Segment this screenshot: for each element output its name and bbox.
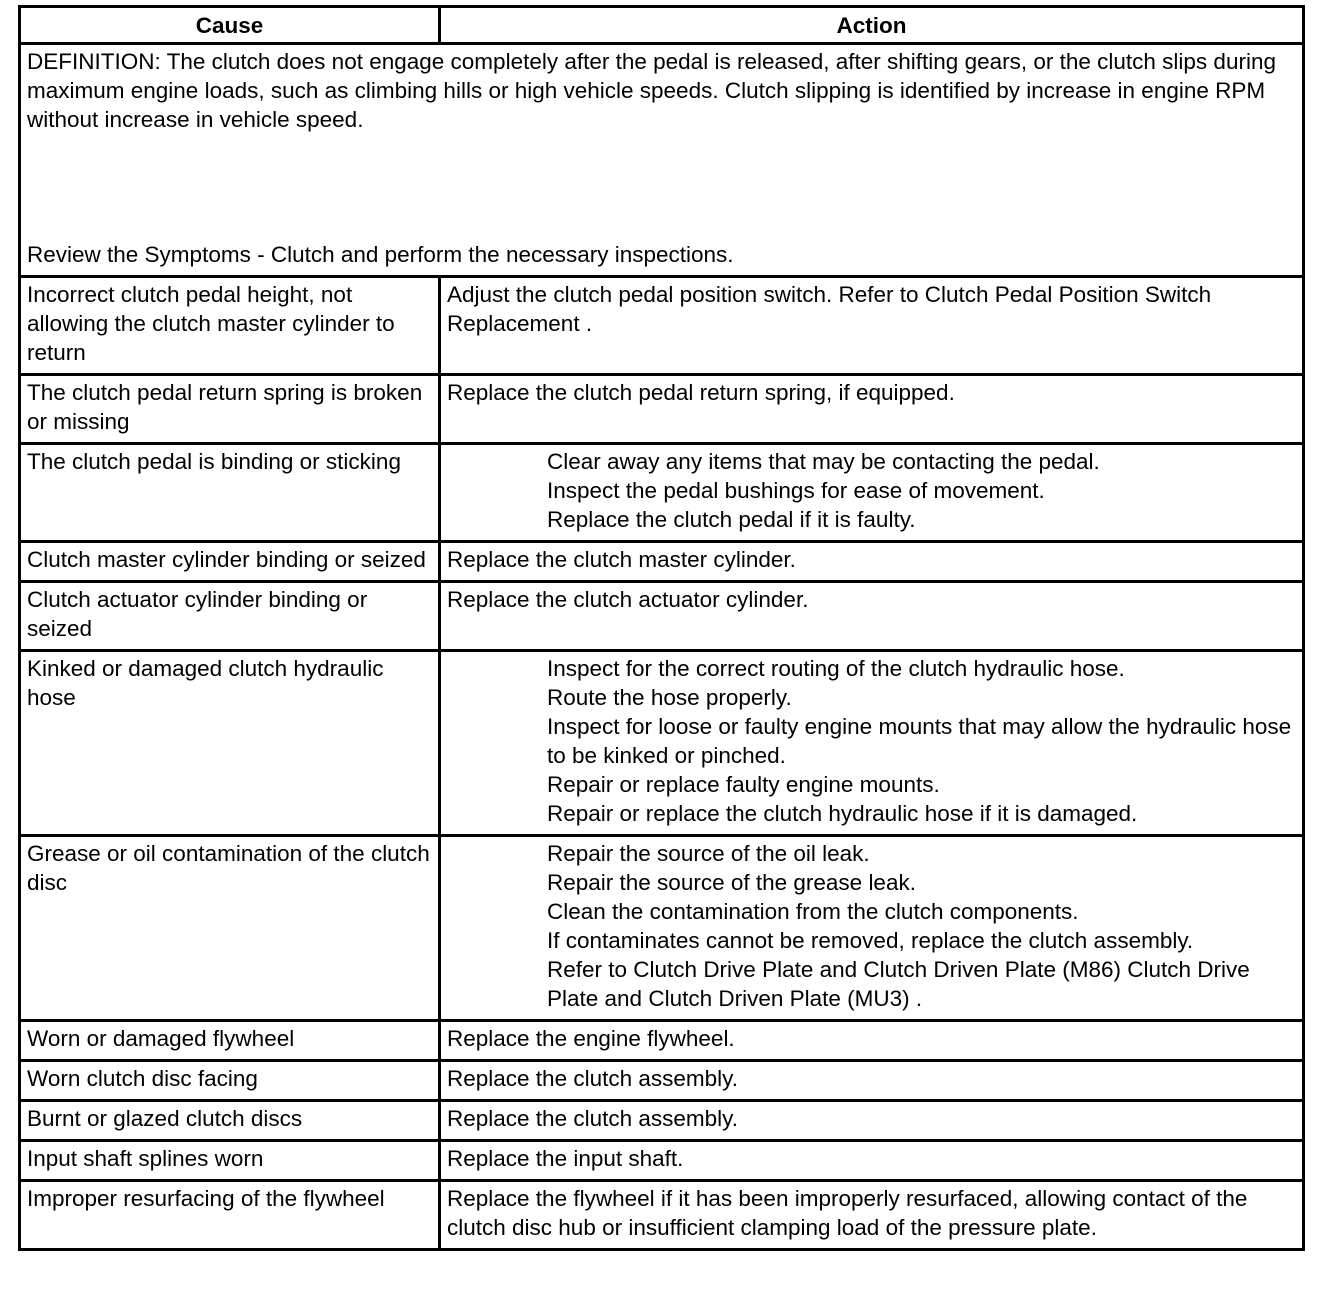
- action-step: Clean the contamination from the clutch components.: [547, 899, 1079, 924]
- diagnostic-table: [18, 5, 1305, 1251]
- action-header: Action: [440, 7, 1304, 44]
- table-row: [20, 542, 1304, 582]
- cause-cell: Improper resurfacing of the flywheel: [20, 1181, 440, 1250]
- action-steps: [447, 839, 1296, 1013]
- table-row: [20, 651, 1304, 836]
- table-row: [20, 1141, 1304, 1181]
- header-row: [20, 7, 1304, 44]
- table-row: [20, 375, 1304, 444]
- cause-cell: Kinked or damaged clutch hydraulic hose: [20, 651, 440, 836]
- cause-cell: The clutch pedal return spring is broken or missing: [20, 375, 440, 444]
- cause-cell: Input shaft splines worn: [20, 1141, 440, 1181]
- table-row: [20, 1101, 1304, 1141]
- action-cell: Replace the flywheel if it has been improperly resurfaced, allowing contact of the clutch disc hub or insufficient clamping load of the pressure plate.: [440, 1181, 1304, 1250]
- cause-header: Cause: [20, 7, 440, 44]
- action-cell: [440, 651, 1304, 836]
- table-row: [20, 1061, 1304, 1101]
- action-cell: [440, 444, 1304, 542]
- action-step: Route the hose properly.: [547, 685, 792, 710]
- action-steps: [447, 654, 1296, 828]
- action-cell: Replace the clutch assembly.: [440, 1101, 1304, 1141]
- table-row: [20, 1181, 1304, 1250]
- table-row: [20, 277, 1304, 375]
- action-step: If contaminates cannot be removed, replace the clutch assembly.: [547, 928, 1194, 953]
- action-cell: Replace the clutch pedal return spring, if equipped.: [440, 375, 1304, 444]
- action-step: Replace the clutch pedal if it is faulty.: [547, 507, 916, 532]
- action-cell: Replace the clutch master cylinder.: [440, 542, 1304, 582]
- cause-cell: Worn clutch disc facing: [20, 1061, 440, 1101]
- action-cell: [440, 836, 1304, 1021]
- action-step: Inspect the pedal bushings for ease of movement.: [547, 478, 1045, 503]
- cause-cell: Burnt or glazed clutch discs: [20, 1101, 440, 1141]
- action-cell: Adjust the clutch pedal position switch. Refer to Clutch Pedal Position Switch Replacement .: [440, 277, 1304, 375]
- cause-cell: Worn or damaged flywheel: [20, 1021, 440, 1061]
- cause-cell: Incorrect clutch pedal height, not allowing the clutch master cylinder to return: [20, 277, 440, 375]
- cause-cell: Grease or oil contamination of the clutch disc: [20, 836, 440, 1021]
- cause-cell: The clutch pedal is binding or sticking: [20, 444, 440, 542]
- cause-cell: Clutch master cylinder binding or seized: [20, 542, 440, 582]
- action-step: Repair or replace the clutch hydraulic hose if it is damaged.: [547, 801, 1138, 826]
- action-step: Repair the source of the grease leak.: [547, 870, 916, 895]
- action-steps: [447, 447, 1296, 534]
- action-step: Inspect for the correct routing of the clutch hydraulic hose.: [547, 656, 1125, 681]
- table-row: [20, 582, 1304, 651]
- table-row: [20, 836, 1304, 1021]
- action-step: Refer to Clutch Drive Plate and Clutch Driven Plate (M86) Clutch Drive Plate and Clutch Driven Plate (MU3) .: [547, 957, 1250, 1011]
- action-cell: Replace the engine flywheel.: [440, 1021, 1304, 1061]
- definition-cell: [20, 44, 1304, 277]
- table-row: [20, 444, 1304, 542]
- action-step: Inspect for loose or faulty engine mounts that may allow the hydraulic hose to be kinked or pinched.: [547, 714, 1292, 768]
- action-cell: Replace the clutch assembly.: [440, 1061, 1304, 1101]
- cause-cell: Clutch actuator cylinder binding or seized: [20, 582, 440, 651]
- action-cell: Replace the clutch actuator cylinder.: [440, 582, 1304, 651]
- action-step: Clear away any items that may be contacting the pedal.: [547, 449, 1100, 474]
- action-step: Repair or replace faulty engine mounts.: [547, 772, 940, 797]
- definition-row: [20, 44, 1304, 277]
- action-step: Repair the source of the oil leak.: [547, 841, 870, 866]
- review-text: Review the Symptoms - Clutch and perform the necessary inspections.: [27, 242, 734, 267]
- table-row: [20, 1021, 1304, 1061]
- action-cell: Replace the input shaft.: [440, 1141, 1304, 1181]
- definition-text: DEFINITION: The clutch does not engage completely after the pedal is released, after shifting gears, or the clutch slips during maximum engine loads, such as climbing hills or high vehicle speeds. Clutch slipping is identified by increase in engine RPM without increase in vehicle speed.: [27, 49, 1276, 132]
